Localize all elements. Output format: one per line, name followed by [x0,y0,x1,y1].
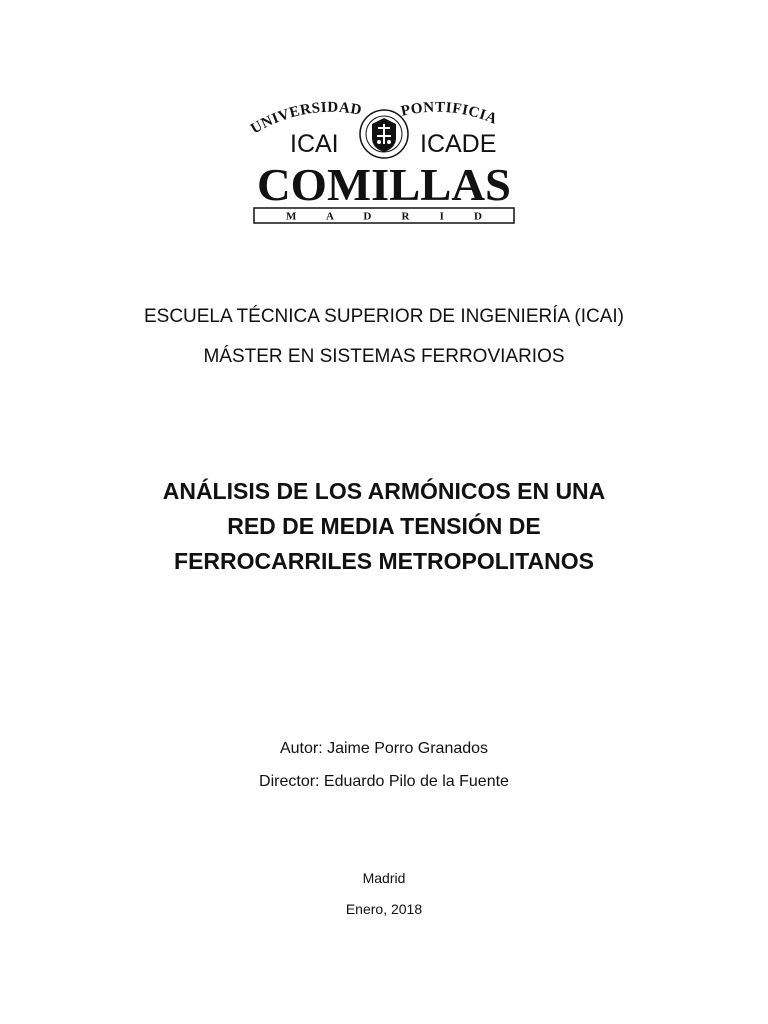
logo-text-madrid: M A D R I D [286,210,482,223]
logo-text-universidad: UNIVERSIDAD [248,99,364,138]
school-name: ESCUELA TÉCNICA SUPERIOR DE INGENIERÍA (ICAI) [143,306,625,327]
city-line: Madrid [362,870,406,886]
logo-text-icade: ICADE [420,130,497,158]
author-line: Autor: Jaime Porro Granados [279,740,489,757]
program-name: MÁSTER EN SISTEMAS FERROVIARIOS [203,346,565,367]
thesis-title [0,474,768,579]
thesis-title-line-3: FERROCARRILES METROPOLITANOS [174,548,594,574]
thesis-title-line-2: RED DE MEDIA TENSIÓN DE [227,513,541,539]
date-line: Enero, 2018 [345,901,423,917]
seal-icon [360,110,408,158]
logo-text-pontificia: PONTIFICIA [399,99,500,128]
logo-text-comillas: COMILLAS [257,159,511,210]
logo-text-icai: ICAI [290,130,339,158]
thesis-title-line-1: ANÁLISIS DE LOS ARMÓNICOS EN UNA [162,478,606,504]
director-line: Director: Eduardo Pilo de la Fuente [259,773,509,790]
university-logo [248,96,520,228]
